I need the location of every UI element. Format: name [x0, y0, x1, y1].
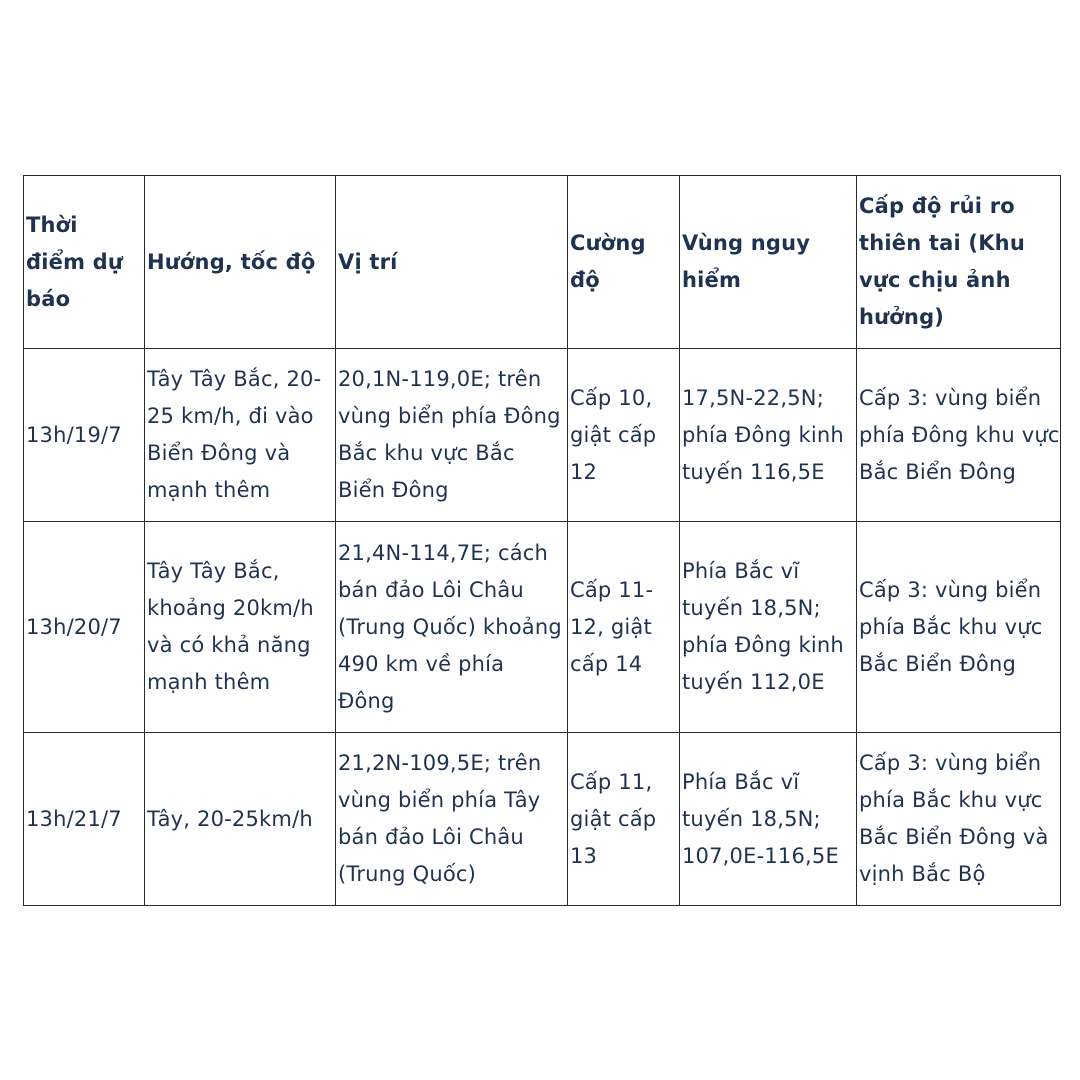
cell-direction-speed: Tây Tây Bắc, khoảng 20km/h và có khả năng mạnh thêm: [145, 522, 336, 733]
table-row: [24, 349, 1061, 522]
header-forecast-time: Thời điểm dự báo: [24, 176, 145, 349]
header-risk-level: Cấp độ rủi ro thiên tai (Khu vực chịu ảnh hưởng): [857, 176, 1061, 349]
storm-forecast-table: [23, 175, 1061, 906]
cell-forecast-time: 13h/21/7: [24, 733, 145, 906]
cell-position: 21,4N-114,7E; cách bán đảo Lôi Châu (Trung Quốc) khoảng 490 km về phía Đông: [336, 522, 568, 733]
table-row: [24, 733, 1061, 906]
cell-intensity: Cấp 10, giật cấp 12: [568, 349, 680, 522]
header-direction-speed: Hướng, tốc độ: [145, 176, 336, 349]
cell-position: 20,1N-119,0E; trên vùng biển phía Đông Bắc khu vực Bắc Biển Đông: [336, 349, 568, 522]
cell-forecast-time: 13h/20/7: [24, 522, 145, 733]
cell-direction-speed: Tây, 20-25km/h: [145, 733, 336, 906]
cell-danger-zone: 17,5N-22,5N; phía Đông kinh tuyến 116,5E: [680, 349, 857, 522]
table-row: [24, 522, 1061, 733]
cell-risk-level: Cấp 3: vùng biển phía Bắc khu vực Bắc Biển Đông và vịnh Bắc Bộ: [857, 733, 1061, 906]
cell-direction-speed: Tây Tây Bắc, 20-25 km/h, đi vào Biển Đông và mạnh thêm: [145, 349, 336, 522]
cell-position: 21,2N-109,5E; trên vùng biển phía Tây bán đảo Lôi Châu (Trung Quốc): [336, 733, 568, 906]
header-intensity: Cường độ: [568, 176, 680, 349]
header-position: Vị trí: [336, 176, 568, 349]
header-danger-zone: Vùng nguy hiểm: [680, 176, 857, 349]
cell-risk-level: Cấp 3: vùng biển phía Bắc khu vực Bắc Biển Đông: [857, 522, 1061, 733]
cell-risk-level: Cấp 3: vùng biển phía Đông khu vực Bắc Biển Đông: [857, 349, 1061, 522]
cell-danger-zone: Phía Bắc vĩ tuyến 18,5N; 107,0E-116,5E: [680, 733, 857, 906]
table-header-row: [24, 176, 1061, 349]
cell-intensity: Cấp 11-12, giật cấp 14: [568, 522, 680, 733]
cell-intensity: Cấp 11, giật cấp 13: [568, 733, 680, 906]
cell-danger-zone: Phía Bắc vĩ tuyến 18,5N; phía Đông kinh tuyến 112,0E: [680, 522, 857, 733]
cell-forecast-time: 13h/19/7: [24, 349, 145, 522]
